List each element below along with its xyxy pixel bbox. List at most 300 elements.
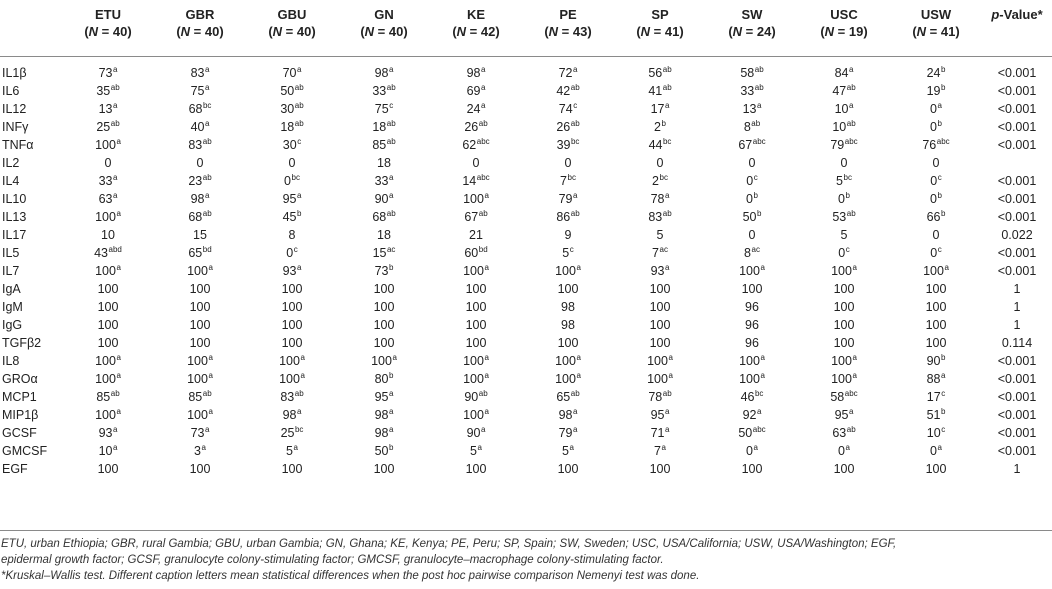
cell-superscript: c	[573, 101, 578, 110]
cell-value: 17	[650, 102, 665, 116]
pvalue-cell: <0.001	[997, 390, 1037, 404]
cell-value: 100	[741, 462, 763, 476]
table-cell	[62, 190, 154, 208]
n-label: N	[272, 24, 283, 39]
table-cell	[62, 208, 154, 226]
table-cell	[246, 442, 338, 460]
table-cell	[706, 244, 798, 262]
cell-value: 69	[466, 84, 481, 98]
table-row	[0, 244, 1052, 262]
cell-value: 83	[280, 390, 295, 404]
cell-superscript: c	[941, 389, 946, 398]
cell-superscript: a	[116, 209, 121, 218]
cell-value: 98	[282, 408, 297, 422]
cell-value: 0	[838, 444, 845, 458]
pvalue-cell: <0.001	[997, 192, 1037, 206]
cell-superscript: a	[388, 425, 394, 434]
table-cell	[430, 388, 522, 406]
pvalue-cell: <0.001	[997, 84, 1037, 98]
table-cell	[338, 100, 430, 118]
cell-value: 90	[374, 192, 389, 206]
cell-superscript: a	[204, 83, 210, 92]
cell-value: 0	[284, 174, 291, 188]
table-cell	[798, 388, 890, 406]
cell-value: 43	[94, 246, 109, 260]
cell-value: 0	[656, 156, 664, 170]
cell-value: 70	[282, 66, 297, 80]
cell-value: 7	[654, 444, 661, 458]
table-cell	[62, 442, 154, 460]
row-label: IL2	[2, 156, 20, 170]
cell-value: 33	[740, 84, 755, 98]
row-label: IL12	[2, 102, 27, 116]
cell-superscript: ab	[751, 119, 761, 128]
table-cell	[246, 82, 338, 100]
cell-superscript: a	[392, 353, 397, 362]
n-value: 41	[940, 24, 956, 39]
cell-value: 98	[561, 300, 575, 314]
cell-value: 100	[187, 408, 208, 422]
cell-value: 5	[840, 228, 848, 242]
cell-superscript: c	[297, 137, 302, 146]
cell-value: 85	[96, 390, 111, 404]
cell-superscript: ab	[202, 173, 212, 182]
cell-superscript: ab	[662, 83, 672, 92]
table-cell	[890, 298, 982, 316]
cell-value: 10	[926, 426, 941, 440]
cell-superscript: ab	[110, 389, 120, 398]
cell-value: 68	[188, 210, 203, 224]
table-cell	[522, 460, 614, 478]
column-header-pvalue	[982, 6, 1052, 52]
cell-superscript: b	[388, 443, 394, 452]
cell-superscript: b	[940, 353, 946, 362]
table-cell	[706, 316, 798, 334]
n-value: 43	[572, 24, 588, 39]
cell-superscript: c	[569, 245, 574, 254]
cell-superscript: b	[845, 191, 850, 200]
cell-superscript: bc	[662, 137, 672, 146]
table-cell	[706, 298, 798, 316]
row-label: GMCSF	[2, 444, 48, 458]
cell-superscript: a	[484, 371, 489, 380]
cell-superscript: a	[388, 407, 394, 416]
cell-value: 0	[286, 246, 294, 260]
table-cell	[706, 352, 798, 370]
cell-value: 93	[650, 264, 665, 278]
table-cell	[62, 460, 154, 478]
cell-value: 100	[95, 354, 116, 368]
table-cell	[522, 262, 614, 280]
cell-superscript: a	[576, 263, 581, 272]
table-row	[0, 136, 1052, 154]
cell-value: 50	[374, 444, 389, 458]
cell-value: 0	[838, 246, 846, 260]
cell-value: 73	[190, 426, 205, 440]
header-corner	[0, 6, 62, 52]
cell-superscript: ab	[202, 209, 212, 218]
n-label: N	[180, 24, 191, 39]
table-cell	[62, 82, 154, 100]
cell-superscript: bc	[567, 173, 576, 182]
cell-superscript: a	[204, 191, 210, 200]
cell-value: 75	[190, 84, 205, 98]
table-cell	[338, 280, 430, 298]
cell-value: 98	[466, 66, 481, 80]
table-row	[0, 316, 1052, 334]
cell-superscript: ab	[846, 209, 856, 218]
table-cell	[798, 298, 890, 316]
cell-value: 50	[738, 426, 753, 440]
cell-value: 100	[97, 462, 119, 476]
table-cell	[890, 460, 982, 478]
cell-value: 96	[745, 336, 759, 350]
cell-value: 80	[374, 372, 389, 386]
column-header-gbr: GBR (N = 40)	[176, 7, 224, 39]
table-cell	[246, 298, 338, 316]
pvalue-cell: <0.001	[997, 354, 1037, 368]
table-cell	[798, 100, 890, 118]
cell-superscript: a	[112, 65, 118, 74]
cell-value: 100	[463, 354, 484, 368]
table-cell	[154, 352, 246, 370]
cell-value: 100	[555, 354, 576, 368]
table-cell	[430, 100, 522, 118]
table-cell	[246, 460, 338, 478]
table-cell	[338, 208, 430, 226]
column-header-usc: USC (N = 19)	[820, 7, 868, 39]
cell-value: 90	[466, 426, 481, 440]
table-cell	[522, 424, 614, 442]
cell-superscript: c	[293, 245, 298, 254]
bottom-rule	[0, 530, 1052, 531]
table-cell	[798, 316, 890, 334]
cell-value: 100	[97, 282, 119, 296]
row-label: GROα	[2, 372, 38, 386]
pvalue-cell: <0.001	[997, 120, 1037, 134]
pvalue-rest: -Value*	[999, 7, 1043, 22]
cell-value: 18	[377, 156, 391, 170]
table-cell	[522, 244, 614, 262]
cell-value: 0	[930, 444, 937, 458]
cell-value: 8	[744, 246, 751, 260]
table-cell	[706, 262, 798, 280]
cell-value: 100	[97, 336, 119, 350]
n-equals: =	[926, 24, 941, 39]
cell-superscript: ab	[294, 119, 304, 128]
cell-value: 0	[930, 174, 938, 188]
cell-value: 46	[740, 390, 755, 404]
cell-value: 95	[282, 192, 297, 206]
cell-value: 100	[465, 282, 487, 296]
cell-superscript: a	[116, 263, 121, 272]
cell-value: 100	[95, 408, 116, 422]
table-cell	[706, 226, 798, 244]
cell-value: 100	[833, 462, 855, 476]
row-label: IL5	[2, 246, 20, 260]
cell-superscript: a	[388, 65, 394, 74]
cell-superscript: a	[664, 407, 670, 416]
cell-superscript: ab	[110, 83, 120, 92]
cell-value: 68	[372, 210, 387, 224]
cell-value: 100	[739, 354, 760, 368]
cell-value: 65	[556, 390, 571, 404]
cell-superscript: abc	[844, 389, 858, 398]
cell-superscript: a	[296, 191, 302, 200]
table-cell	[890, 388, 982, 406]
cell-superscript: b	[940, 407, 946, 416]
cell-value: 58	[830, 390, 845, 404]
table-cell	[614, 442, 706, 460]
table-cell	[798, 118, 890, 136]
table-cell	[154, 136, 246, 154]
table-cell	[154, 442, 246, 460]
cell-superscript: ab	[662, 389, 672, 398]
cell-value: 100	[649, 462, 671, 476]
table-cell	[430, 298, 522, 316]
table-cell	[798, 352, 890, 370]
table-cell	[430, 442, 522, 460]
table-cell	[706, 460, 798, 478]
cell-superscript: b	[661, 119, 666, 128]
cell-value: 84	[834, 66, 849, 80]
cell-value: 100	[925, 318, 947, 332]
cell-value: 98	[374, 426, 389, 440]
table-cell	[890, 424, 982, 442]
table-cell	[522, 82, 614, 100]
table-cell	[338, 388, 430, 406]
cell-value: 10	[101, 228, 115, 242]
cell-superscript: ab	[570, 83, 580, 92]
column-name: SP	[651, 7, 669, 22]
footnote-abbrev-1: ETU, urban Ethiopia; GBR, rural Gambia; GBU, urban Gambia; GN, Ghana; KE, Kenya; PE, Peru; SP, Spain; SW, Sweden; USC, USA/California; USW, USA/Washington; EGF,	[1, 538, 897, 550]
table-cell	[430, 316, 522, 334]
table-cell	[798, 262, 890, 280]
cell-value: 100	[281, 318, 303, 332]
cell-superscript: a	[572, 65, 578, 74]
cell-superscript: a	[112, 443, 118, 452]
cell-superscript: a	[204, 425, 210, 434]
cell-value: 63	[832, 426, 847, 440]
cell-superscript: a	[940, 371, 946, 380]
cell-value: 100	[463, 408, 484, 422]
row-label: IL13	[2, 210, 27, 224]
table-cell	[798, 280, 890, 298]
table-row	[0, 460, 1052, 478]
cell-value: 5	[470, 444, 477, 458]
table-cell	[62, 226, 154, 244]
cell-value: 100	[833, 300, 855, 314]
table-cell	[522, 154, 614, 172]
cell-value: 100	[373, 282, 395, 296]
pvalue-cell: <0.001	[997, 66, 1037, 80]
cell-value: 42	[556, 84, 571, 98]
cell-superscript: a	[664, 263, 670, 272]
cell-value: 71	[650, 426, 665, 440]
table-cell	[798, 82, 890, 100]
cell-value: 0	[748, 156, 756, 170]
table-cell	[706, 370, 798, 388]
table-cell	[154, 262, 246, 280]
table-cell	[62, 118, 154, 136]
cell-value: 100	[465, 318, 487, 332]
cell-superscript: a	[112, 101, 118, 110]
cell-superscript: a	[572, 407, 578, 416]
table-cell	[890, 442, 982, 460]
cell-superscript: a	[848, 101, 854, 110]
cell-superscript: a	[480, 425, 486, 434]
pvalue-cell: 1	[1013, 318, 1021, 332]
cell-superscript: ab	[570, 389, 580, 398]
cell-value: 100	[279, 372, 300, 386]
cell-superscript: a	[664, 425, 670, 434]
cell-value: 15	[372, 246, 387, 260]
cell-superscript: bc	[659, 173, 668, 182]
table-cell	[246, 244, 338, 262]
n-equals: =	[834, 24, 849, 39]
cell-value: 13	[742, 102, 757, 116]
table-row	[0, 424, 1052, 442]
table-cell	[338, 190, 430, 208]
cell-superscript: ab	[570, 119, 580, 128]
column-name: ETU	[95, 7, 121, 22]
table-cell	[614, 460, 706, 478]
cell-superscript: ab	[846, 119, 856, 128]
row-label: IL7	[2, 264, 20, 278]
cell-value: 95	[834, 408, 849, 422]
cell-value: 100	[925, 336, 947, 350]
cell-value: 50	[280, 84, 295, 98]
table-cell	[62, 280, 154, 298]
column-header-etu: ETU (N = 40)	[84, 7, 132, 39]
n-equals: =	[374, 24, 389, 39]
row-label: IL8	[2, 354, 20, 368]
table-cell	[62, 424, 154, 442]
cell-superscript: ab	[478, 389, 488, 398]
cell-value: 40	[190, 120, 205, 134]
cell-value: 50	[742, 210, 757, 224]
pvalue-cell: 1	[1013, 300, 1021, 314]
cell-superscript: ab	[662, 65, 672, 74]
table-cell	[154, 316, 246, 334]
table-row	[0, 100, 1052, 118]
table-cell	[154, 388, 246, 406]
cell-superscript: a	[116, 407, 121, 416]
table-cell	[338, 244, 430, 262]
table-row	[0, 406, 1052, 424]
table-cell	[614, 136, 706, 154]
cell-value: 10	[98, 444, 113, 458]
table-cell	[522, 370, 614, 388]
table-cell	[890, 334, 982, 352]
table-cell	[706, 190, 798, 208]
n-value: 40	[112, 24, 128, 39]
cell-superscript: a	[760, 353, 765, 362]
table-cell	[338, 424, 430, 442]
table-cell	[614, 334, 706, 352]
cell-value: 100	[95, 210, 116, 224]
cell-value: 100	[831, 372, 852, 386]
table-cell	[246, 118, 338, 136]
cell-value: 18	[372, 120, 387, 134]
cell-value: 100	[463, 264, 484, 278]
pvalue-cell: <0.001	[997, 444, 1037, 458]
row-label: IL17	[2, 228, 27, 242]
cell-superscript: a	[937, 443, 942, 452]
cell-value: 67	[464, 210, 479, 224]
cell-value: 0	[746, 444, 753, 458]
cell-value: 100	[833, 318, 855, 332]
cell-superscript: a	[208, 353, 213, 362]
cell-superscript: a	[112, 425, 118, 434]
cell-value: 79	[558, 192, 573, 206]
table-cell	[890, 82, 982, 100]
table-cell	[154, 118, 246, 136]
cell-superscript: ab	[662, 209, 672, 218]
pvalue-cell: <0.001	[997, 264, 1037, 278]
table-cell	[614, 208, 706, 226]
cell-value: 100	[739, 264, 760, 278]
cell-value: 100	[371, 354, 392, 368]
cell-superscript: a	[480, 83, 486, 92]
n-value: 40	[204, 24, 220, 39]
pvalue-cell: <0.001	[997, 102, 1037, 116]
table-cell	[890, 136, 982, 154]
cell-value: 53	[832, 210, 847, 224]
table-cell	[798, 370, 890, 388]
table-cell	[338, 352, 430, 370]
table-cell	[706, 136, 798, 154]
table-cell	[614, 424, 706, 442]
table-cell	[614, 406, 706, 424]
n-label: N	[364, 24, 375, 39]
table-cell	[246, 136, 338, 154]
n-equals: =	[190, 24, 205, 39]
table-row	[0, 442, 1052, 460]
table-cell	[522, 316, 614, 334]
cell-superscript: a	[388, 173, 394, 182]
table-cell	[154, 334, 246, 352]
table-cell	[522, 100, 614, 118]
cell-value: 100	[281, 336, 303, 350]
cell-superscript: b	[940, 209, 946, 218]
cell-value: 47	[832, 84, 847, 98]
cell-value: 95	[374, 390, 389, 404]
cell-value: 100	[281, 462, 303, 476]
table-cell	[246, 316, 338, 334]
table-cell	[890, 280, 982, 298]
table-cell	[798, 244, 890, 262]
cell-superscript: a	[760, 263, 765, 272]
cell-value: 100	[463, 192, 484, 206]
table-cell	[62, 334, 154, 352]
cell-value: 90	[464, 390, 479, 404]
cell-value: 60	[464, 246, 479, 260]
cell-value: 100	[95, 264, 116, 278]
table-cell	[338, 370, 430, 388]
column-header-usw: USW (N = 41)	[912, 7, 960, 39]
cell-value: 100	[925, 462, 947, 476]
pvalue-cell: <0.001	[997, 426, 1037, 440]
table-cell	[522, 388, 614, 406]
table-cell	[614, 370, 706, 388]
n-label: N	[824, 24, 835, 39]
cell-value: 5	[562, 246, 570, 260]
table-cell	[706, 208, 798, 226]
table-cell	[62, 244, 154, 262]
table-cell	[706, 172, 798, 190]
table-cell	[430, 334, 522, 352]
